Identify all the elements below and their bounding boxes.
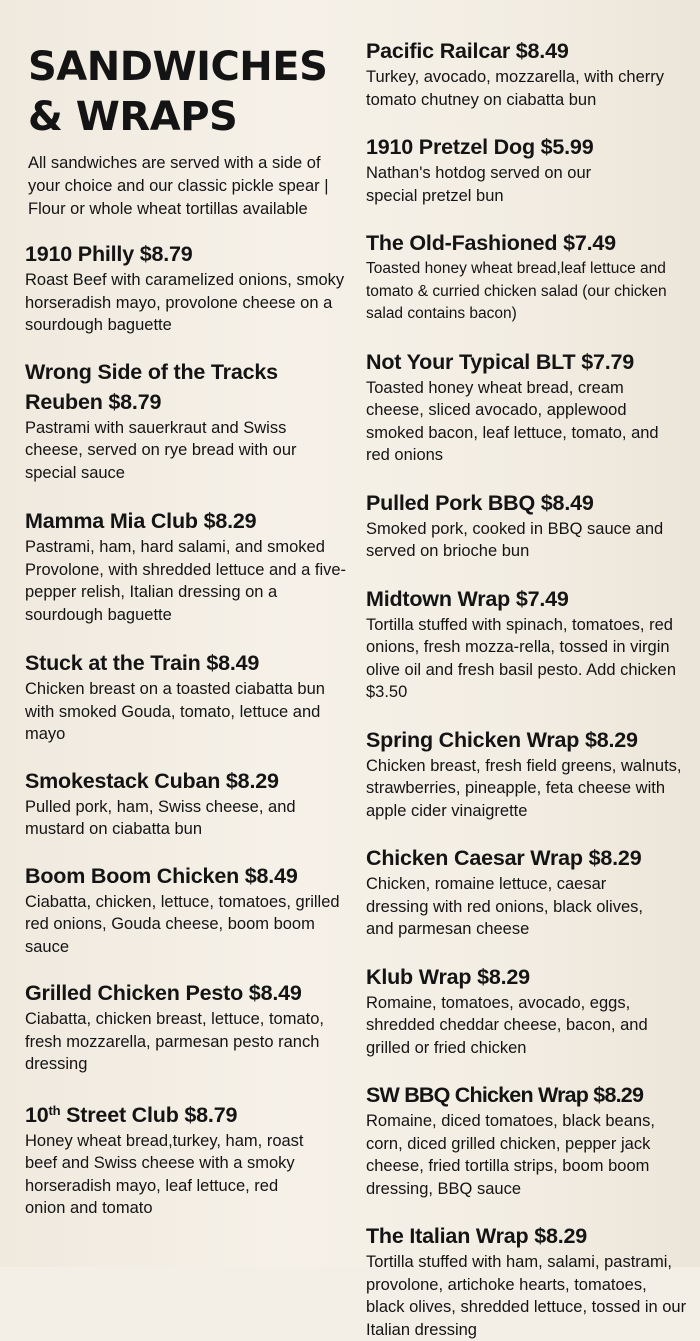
menu-item-name: Stuck at the Train $8.49 [25,651,260,675]
menu-item-description: Romaine, tomatoes, avocado, eggs, shredded cheddar cheese, bacon, and grilled or fried chicken [366,993,648,1057]
menu-item-description: Pastrami, ham, hard salami, and smoked Provolone, with shredded lettuce and a five-pepper relish, Italian dressing on a sourdough baguette [25,538,347,624]
menu-item [366,1221,688,1341]
menu-item [366,488,688,563]
menu-item [25,239,347,337]
menu-item-name: Chicken Caesar Wrap $8.29 [366,846,642,870]
menu-item-name: Pulled Pork BBQ $8.49 [366,490,594,515]
menu-item-name-number: 10 [25,1102,49,1127]
menu-item-name: 1910 Pretzel Dog $5.99 [366,135,594,159]
menu-item [366,228,688,326]
menu-item-name: Klub Wrap $8.29 [366,964,530,989]
menu-item-description: Pulled pork, ham, Swiss cheese, and mustard on ciabatta bun [25,797,296,838]
menu-item-name: Boom Boom Chicken $8.49 [25,863,298,888]
section-title-line-2: & WRAPS [28,94,238,140]
menu-item-description: Ciabatta, chicken breast, lettuce, tomato, fresh mozzarella, parmesan pesto ranch dressing [25,1010,324,1073]
menu-item [366,962,688,1060]
menu-item-name: Spring Chicken Wrap $8.29 [366,727,638,752]
menu-item-description: Tortilla stuffed with ham, salami, pastrami, provolone, artichoke hearts, tomatoes, black olives, shredded lettuce, tossed in our Italian dressing [366,1253,687,1339]
menu-item-name-rest: Street Club $8.79 [60,1102,238,1127]
menu-item [25,978,347,1076]
menu-item [25,648,347,746]
menu-item-description: Tortilla stuffed with spinach, tomatoes, red onions, fresh mozza-rella, tossed in virgin olive oil and fresh basil pesto. Add chicken $3.50 [366,615,677,701]
menu-left-column [25,0,347,1267]
menu-item [366,843,688,941]
menu-item [366,132,688,207]
menu-item-name: SW BBQ Chicken Wrap $8.29 [366,1083,644,1107]
menu-item-description: Chicken, romaine lettuce, caesar dressing with red onions, black olives, and parmesan cheese [366,875,643,938]
menu-item [366,584,688,704]
menu-item-name [25,1096,347,1130]
section-title-line-1: SANDWICHES [28,44,328,90]
menu-item-name: 1910 Philly $8.79 [25,242,193,266]
menu-item-description: Nathan's hotdog served on our special pretzel bun [366,164,592,205]
menu-item-name: Wrong Side of the Tracks Reuben $8.79 [25,359,278,414]
menu-item-description: Romaine, diced tomatoes, black beans, corn, diced grilled chicken, pepper jack cheese, fried tortilla strips, boom boom dressing, BBQ sauce [366,1112,655,1198]
menu-item-name: Not Your Typical BLT $7.79 [366,349,634,374]
menu-item [25,506,347,626]
menu-item-description: Smoked pork, cooked in BBQ sauce and served on brioche bun [366,519,664,560]
menu-item-name: Smokestack Cuban $8.29 [25,768,279,793]
menu-item [25,357,347,485]
menu-item [25,766,347,841]
menu-item-name: Midtown Wrap $7.49 [366,586,569,611]
menu-item [366,347,688,467]
menu-item-name-ordinal: th [48,1102,61,1118]
menu-item-description: Toasted honey wheat bread, cream cheese, sliced avocado, applewood smoked bacon, leaf lettuce, tomato, and red onions [366,378,659,464]
menu-item-name: Mamma Mia Club $8.29 [25,509,257,533]
section-intro: All sandwiches are served with a side of your choice and our classic pickle spear | Flour or whole wheat tortillas available [28,154,329,218]
menu-item-description: Pastrami with sauerkraut and Swiss cheese, served on rye bread with our special sauce [25,418,297,482]
menu-item-description: Chicken breast, fresh field greens, walnuts, strawberries, pineapple, feta cheese with apple cider vinaigrette [366,756,682,820]
menu-item [25,1096,347,1220]
menu-item [366,725,688,823]
menu-item-description: Turkey, avocado, mozzarella, with cherry tomato chutney on ciabatta bun [366,68,665,109]
menu-item-description: Honey wheat bread,turkey, ham, roast beef and Swiss cheese with a smoky horseradish mayo, leaf lettuce, red onion and tomato [25,1131,304,1217]
menu-item [366,1080,688,1200]
menu-item-description: Ciabatta, chicken, lettuce, tomatoes, grilled red onions, Gouda cheese, boom boom sauce [25,892,340,956]
menu-item [25,861,347,959]
menu-right-column [366,0,688,1339]
menu-item-name: Pacific Railcar $8.49 [366,39,569,63]
menu-item [366,36,688,111]
menu-item-name: The Italian Wrap $8.29 [366,1224,588,1248]
menu-item-name: Grilled Chicken Pesto $8.49 [25,981,302,1005]
menu-item-name: The Old-Fashioned $7.49 [366,231,616,255]
menu-item-description: Toasted honey wheat bread,leaf lettuce and tomato & curried chicken salad (our chicken salad contains bacon) [366,260,667,322]
section-title [28,42,347,142]
menu-item-description: Chicken breast on a toasted ciabatta bun with smoked Gouda, tomato, lettuce and mayo [25,680,325,743]
menu-item-description: Roast Beef with caramelized onions, smoky horseradish mayo, provolone cheese on a sourdough baguette [25,271,345,334]
